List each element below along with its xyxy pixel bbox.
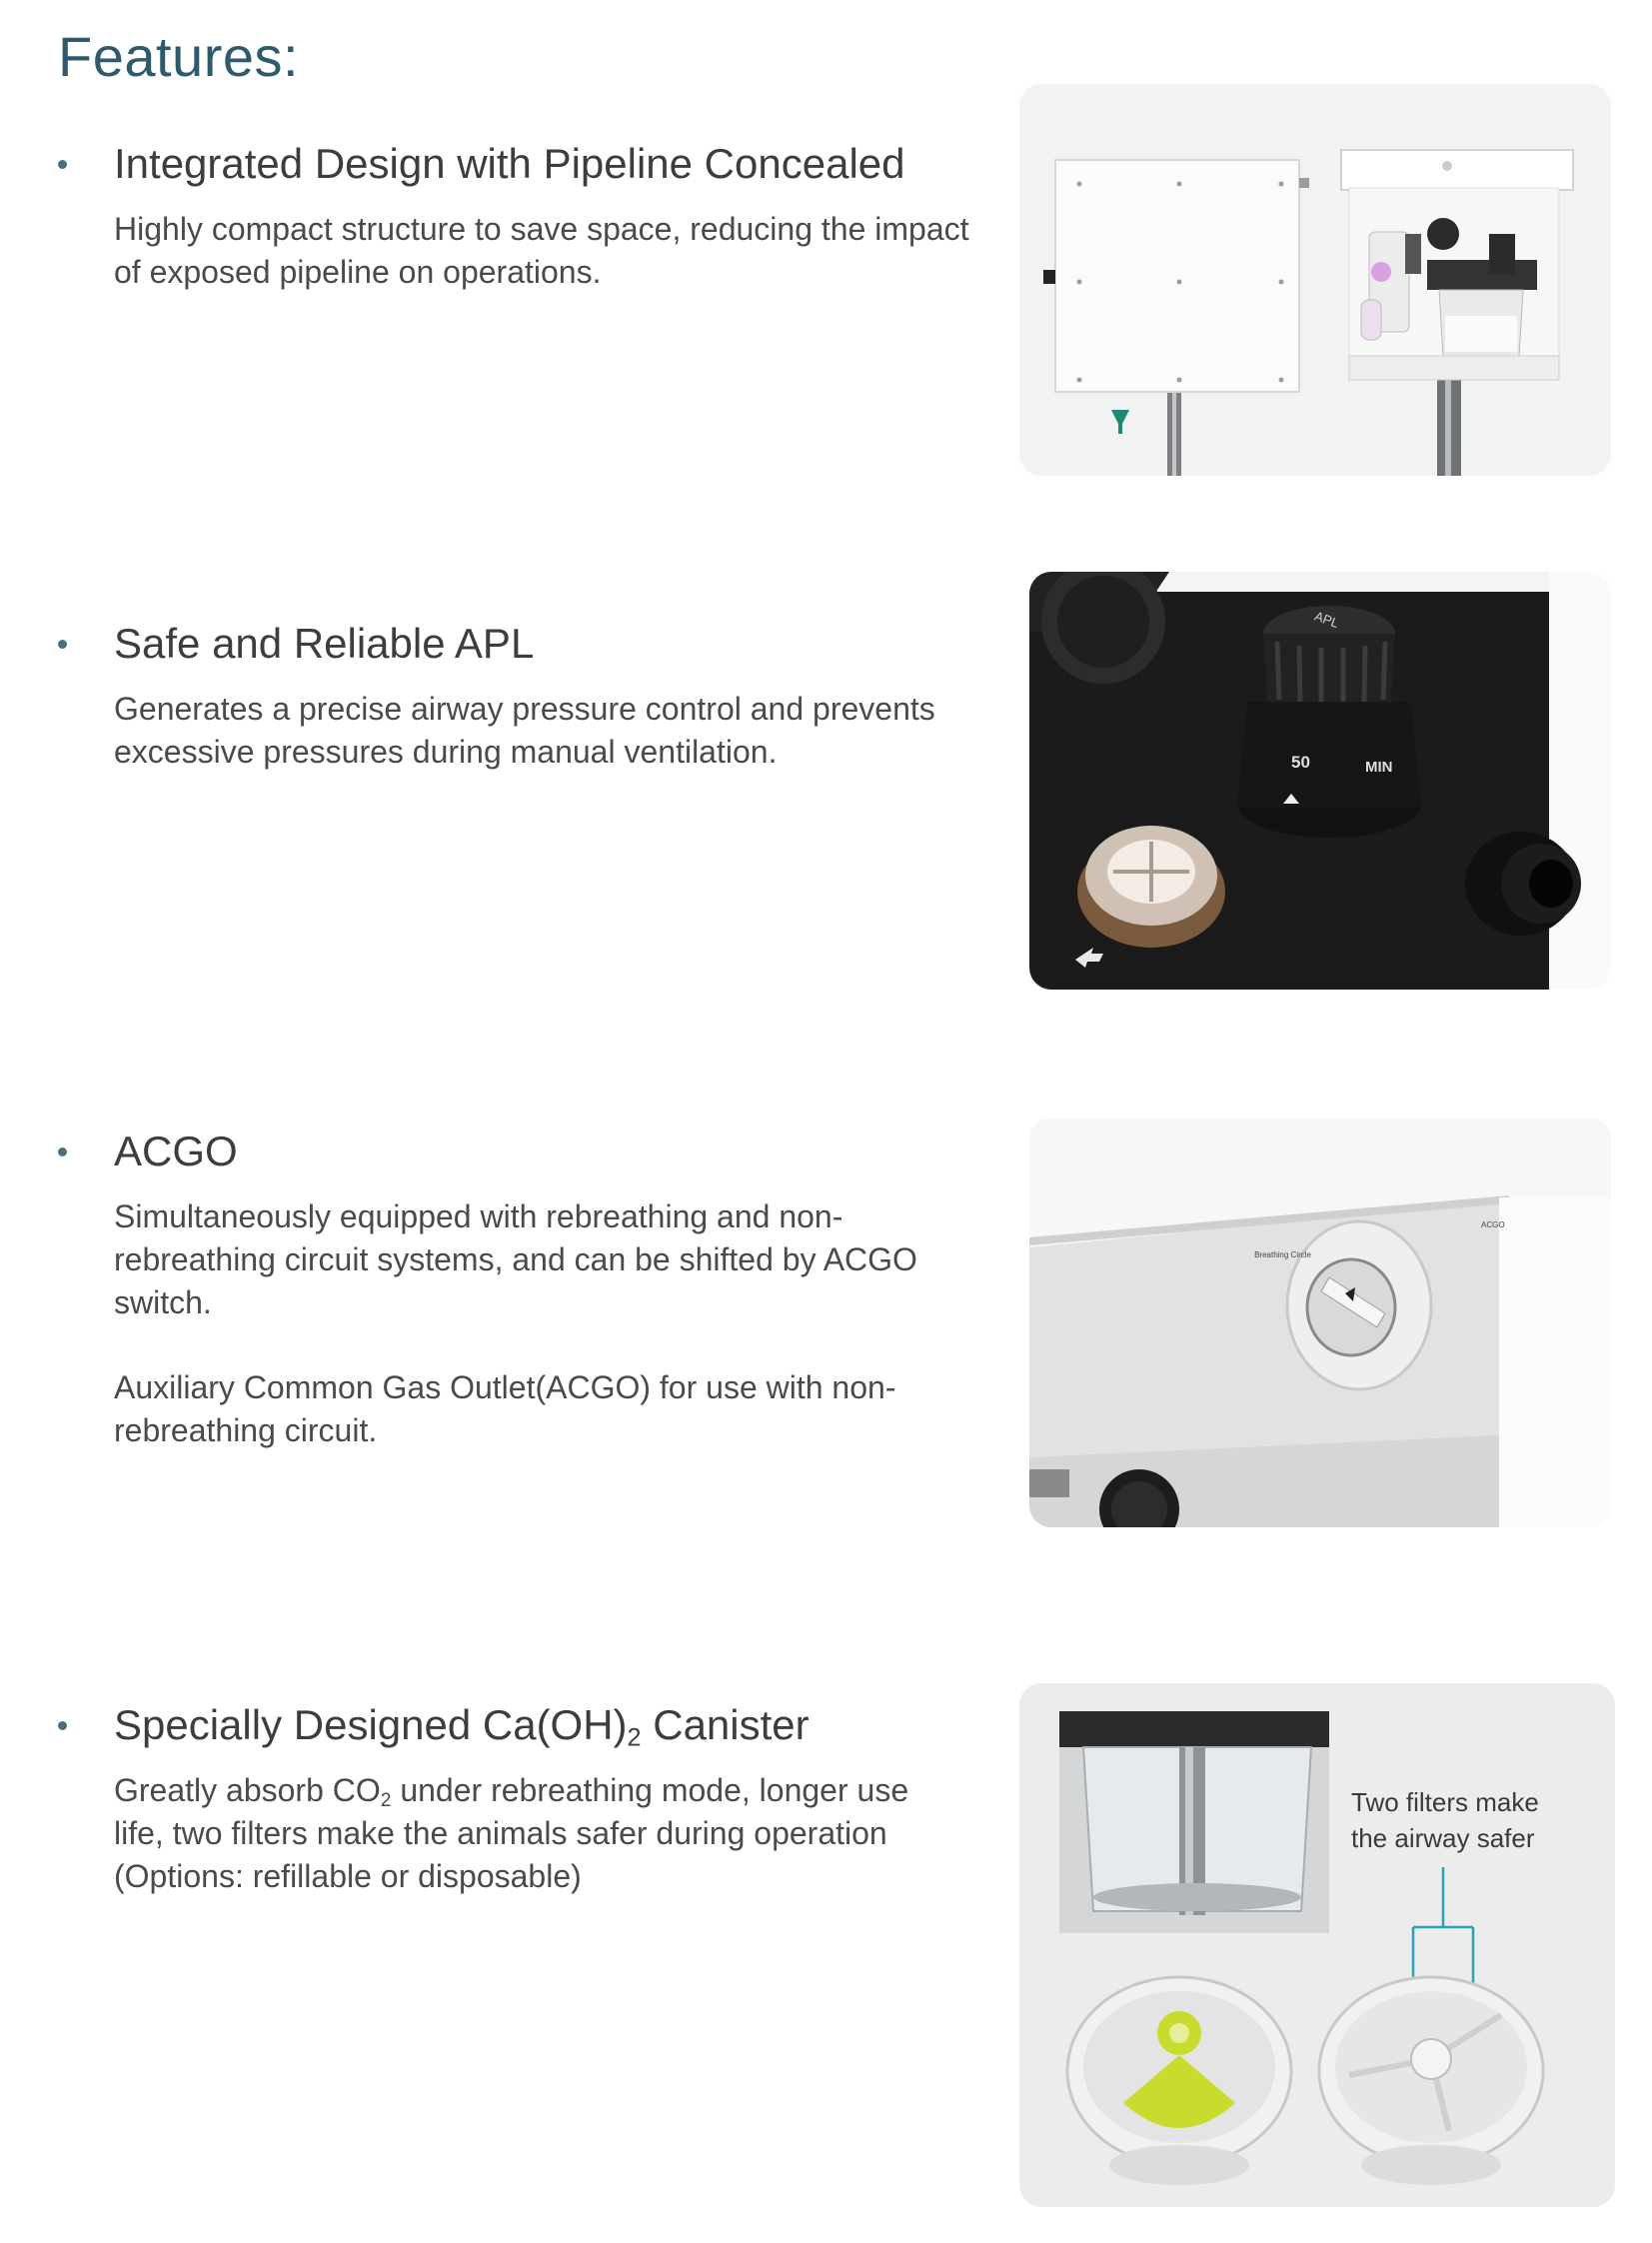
- feature-description-text: Highly compact structure to save space, reducing the impact of exposed pipeline on operations.: [114, 211, 969, 290]
- feature-apl: [58, 618, 997, 774]
- apl-valve-photo: [1029, 572, 1611, 990]
- feature-title: Safe and Reliable APL: [114, 620, 535, 667]
- feature-title: [114, 1699, 937, 1751]
- desc-subscript: 2: [380, 1789, 392, 1811]
- apl-scale-50: 50: [1291, 753, 1310, 772]
- feature-integrated-design: [58, 138, 997, 294]
- feature-description-text: Simultaneously equipped with rebreathing and non-rebreathing circuit systems, and can be shifted by ACGO switch.: [114, 1198, 917, 1320]
- acgo-switch-photo: [1029, 1118, 1611, 1527]
- feature-title: ACGO: [114, 1127, 238, 1174]
- feature-description: [114, 1769, 937, 1898]
- feature-title: Integrated Design with Pipeline Concealed: [114, 140, 905, 187]
- title-subscript: 2: [627, 1723, 642, 1752]
- integrated-design-photo: [1019, 84, 1611, 476]
- title-part: Canister: [641, 1701, 810, 1748]
- bullet-icon: [58, 1147, 67, 1156]
- canister-callout-line2: the airway safer: [1351, 1823, 1535, 1853]
- title-part: Specially Designed Ca(OH): [114, 1701, 628, 1748]
- acgo-switch-label: ACGO: [1481, 1220, 1505, 1229]
- canister-photo: [1019, 1683, 1615, 2207]
- feature-description: [114, 208, 997, 294]
- feature-description-text: Auxiliary Common Gas Outlet(ACGO) for use with non-rebreathing circuit.: [114, 1369, 896, 1448]
- feature-canister: [58, 1699, 937, 1898]
- desc-part: under rebreathing mode, longer use life, two filters make the animals safer during operation (Options: refillable or disposable): [114, 1772, 909, 1894]
- feature-description: [114, 1195, 927, 1452]
- feature-acgo: [58, 1125, 927, 1452]
- bullet-icon: [58, 1721, 67, 1730]
- apl-scale-min: MIN: [1365, 759, 1393, 776]
- page-title: Features:: [58, 25, 300, 88]
- feature-description: [114, 688, 997, 774]
- apl-dial-label: APL: [1312, 608, 1341, 632]
- desc-part: Greatly absorb CO: [114, 1772, 381, 1808]
- bullet-icon: [58, 160, 67, 169]
- acgo-breathing-circle-label: Breathing Circle: [1254, 1250, 1311, 1259]
- feature-description-text: Generates a precise airway pressure control and prevents excessive pressures during manual ventilation.: [114, 691, 935, 770]
- bullet-icon: [58, 640, 67, 649]
- canister-callout-line1: Two filters make: [1351, 1787, 1539, 1817]
